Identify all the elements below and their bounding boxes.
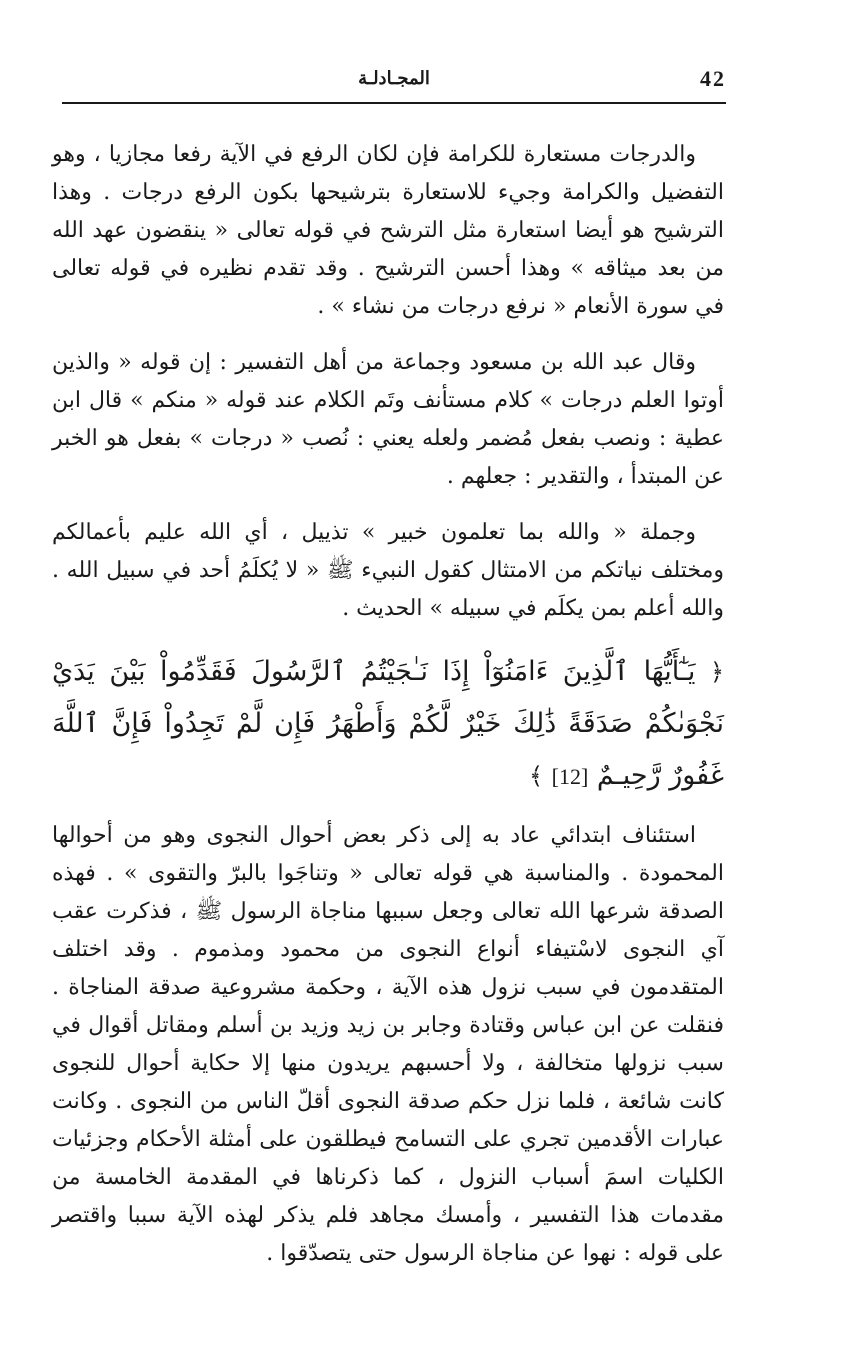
verse-text: يَـٰٓأَيُّهَا ٱلَّذِينَ ءَامَنُوٓاْ إِذَا نَـٰجَيْتُمُ ٱلرَّسُولَ فَقَدِّمُواْ بَيْنَ يَدَيْ نَجْوَىٰكُمْ صَدَقَةً ذَٰلِكَ خَيْرٌ لَّكُمْ وَأَطْهَرُ فَإِن لَّمْ تَجِدُواْ فَإِنَّ ٱللَّهَ غَفُورٌ رَّحِيـمٌ: [52, 656, 724, 791]
commentary-paragraph: استئناف ابتدائي عاد به إلى ذكر بعض أحوال النجوى وهو من أحوالها المحمودة . والمناسبة هي قوله تعالى « وتناجَوا بالبرّ والتقوى » . فهذه الصدقة شرعها الله تعالى وجعل سببها مناجاة الرسول ﷺ ، فذكرت عقب آي النجوى لاسْتيفاء أنواع النجوى من محمود ومذموم . وقد اختلف المتقدمون في سبب نزول هذه الآية ، وحكمة مشروعية صدقة المناجاة . فنقلت عن ابن عباس وقتادة وجابر بن زيد وزيد بن أسلم ومقاتل أقوال في سبب نزولها متخالفة ، ولا أحسبهم يريدون منها إلا حكاية أحوال للنجوى كانت شائعة ، فلما نزل حكم صدقة النجوى أقلّ الناس من النجوى . وكانت عبارات الأقدمين تجري على التسامح فيطلقون على أمثلة الأحكام وجزئيات الكليات اسمَ أسباب النزول ، كما ذكرناها في المقدمة الخامسة من مقدمات هذا التفسير ، وأمسك مجاهد فلم يذكر لهذه الآية سببا واقتصر على قوله : نهوا عن مناجاة الرسول حتى يتصدّقوا .: [52, 823, 724, 1266]
quran-verse: [52, 646, 724, 803]
paragraph-1: والدرجات مستعارة للكرامة فإن لكان الرفع في الآية رفعا مجازيا ، وهو التفضيل والكرامة وجيء للاستعارة بترشيحها بكون الرفع درجات . وهذا الترشيح هو أيضا استعارة مثل الترشح في قوله تعالى « ينقضون عهد الله من بعد ميثاقه » وهذا أحسن الترشيح . وقد تقدم نظيره في قوله تعالى في سورة الأنعام « نرفع درجات من نشاء » .: [52, 142, 724, 319]
paragraph-3: وجملة « والله بما تعلمون خبير » تذييل ، أي الله عليم بأعمالكم ومختلف نياتكم من الامتثال كقول النبيء ﷺ « لا يُكلَمُ أحد في سبيل الله . والله أعلم بمن يكلَم في سبيله » الحديث .: [52, 520, 724, 621]
page-header: [62, 64, 726, 104]
running-title: المجـادلـة: [358, 68, 430, 89]
page-number: 42: [700, 66, 726, 91]
verse-number: [12]: [551, 764, 589, 789]
verse-open-bracket: ﴿: [709, 658, 724, 686]
verse-close-bracket: ﴾: [528, 762, 544, 790]
paragraph-2: وقال عبد الله بن مسعود وجماعة من أهل التفسير : إن قوله « والذين أوتوا العلم درجات » كلام مستأنف وتَم الكلام عند قوله « منكم » قال ابن عطية : ونصب بفعل مُضمر ولعله يعني : نُصب « درجات » بفعل هو الخبر عن المبتدأ ، والتقدير : جعلهم .: [52, 350, 724, 489]
page-body: [52, 136, 724, 1273]
